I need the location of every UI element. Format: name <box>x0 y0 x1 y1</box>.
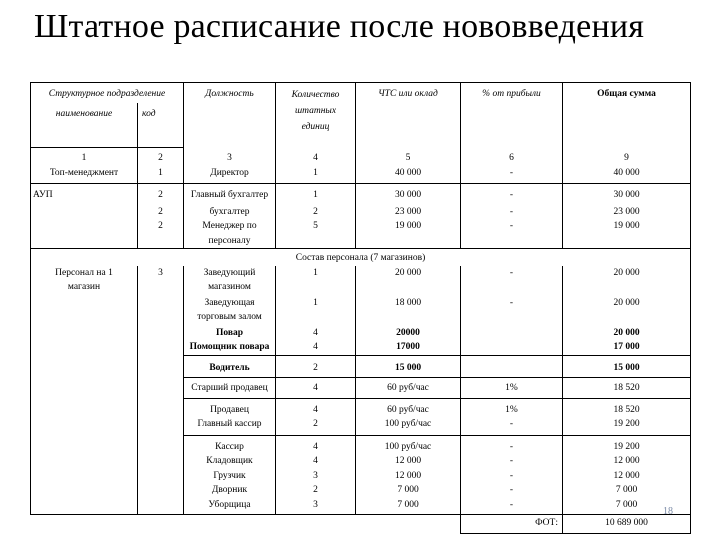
total: 19 200 <box>563 417 691 435</box>
profit <box>461 325 563 341</box>
total: 18 520 <box>563 378 691 399</box>
section-heading-row <box>31 249 691 266</box>
salary: 60 руб/час <box>356 398 461 417</box>
salary: 100 руб/час <box>356 417 461 435</box>
fot-value: 10 689 000 <box>563 515 691 534</box>
total: 7 000 <box>563 483 691 498</box>
colnum: 4 <box>276 148 356 166</box>
salary: 100 руб/час <box>356 435 461 454</box>
profit: 1% <box>461 398 563 417</box>
table-row-top-management <box>31 166 691 184</box>
count: 4 <box>276 378 356 399</box>
count: 3 <box>276 498 356 515</box>
total: 15 000 <box>563 355 691 378</box>
page-title: Штатное расписание после нововведения <box>34 8 645 45</box>
position: Уборщица <box>184 498 276 515</box>
salary: 18 000 <box>356 295 461 325</box>
profit: - <box>461 295 563 325</box>
unit-code: 2 <box>138 203 184 220</box>
staff-heading: Состав персонала (7 магазинов) <box>31 249 691 266</box>
total: 17 000 <box>563 340 691 355</box>
total: 7 000 <box>563 498 691 515</box>
profit: - <box>461 498 563 515</box>
count: 4 <box>276 340 356 355</box>
header-profit: % от прибыли <box>461 83 563 148</box>
salary: 20 000 <box>356 266 461 295</box>
count: 1 <box>276 295 356 325</box>
table-row <box>31 266 691 295</box>
position: Менеджер по персоналу <box>184 219 276 249</box>
count: 4 <box>276 454 356 469</box>
header-code: код <box>138 103 184 148</box>
salary: 23 000 <box>356 203 461 220</box>
count: 4 <box>276 325 356 341</box>
profit: - <box>461 435 563 454</box>
count: 2 <box>276 355 356 378</box>
position: Кладовщик <box>184 454 276 469</box>
column-numbers-row <box>31 148 691 166</box>
salary: 20000 <box>356 325 461 341</box>
total: 20 000 <box>563 266 691 295</box>
profit <box>461 355 563 378</box>
staff-schedule-table <box>30 82 691 534</box>
unit-code: 2 <box>138 184 184 203</box>
colnum: 9 <box>563 148 691 166</box>
header-count: Количество штатных единиц <box>276 83 356 148</box>
count: 1 <box>276 266 356 295</box>
profit: - <box>461 483 563 498</box>
total: 40 000 <box>563 166 691 184</box>
header-total: Общая сумма <box>563 83 691 148</box>
fot-row <box>31 515 691 534</box>
position: Водитель <box>184 355 276 378</box>
total: 20 000 <box>563 325 691 341</box>
salary: 30 000 <box>356 184 461 203</box>
position: Главный кассир <box>184 417 276 435</box>
total: 30 000 <box>563 184 691 203</box>
count: 1 <box>276 166 356 184</box>
colnum: 5 <box>356 148 461 166</box>
total: 23 000 <box>563 203 691 220</box>
page-number: 18 <box>663 506 673 517</box>
salary: 40 000 <box>356 166 461 184</box>
total: 19 200 <box>563 435 691 454</box>
unit-code: 2 <box>138 219 184 249</box>
position: Кассир <box>184 435 276 454</box>
fot-label: ФОТ: <box>461 515 563 534</box>
position: Заведующая торговым залом <box>184 295 276 325</box>
header-salary: ЧТС или оклад <box>356 83 461 148</box>
header-name: наименование <box>31 103 138 148</box>
position: Старший продавец <box>184 378 276 399</box>
position: Грузчик <box>184 469 276 484</box>
profit <box>461 340 563 355</box>
count: 5 <box>276 219 356 249</box>
salary: 7 000 <box>356 498 461 515</box>
colnum: 2 <box>138 148 184 166</box>
total: 20 000 <box>563 295 691 325</box>
count: 4 <box>276 398 356 417</box>
profit: - <box>461 219 563 249</box>
colnum: 6 <box>461 148 563 166</box>
profit: - <box>461 266 563 295</box>
salary: 12 000 <box>356 469 461 484</box>
salary: 7 000 <box>356 483 461 498</box>
position: Дворник <box>184 483 276 498</box>
position: Заведующий магазином <box>184 266 276 295</box>
salary: 17000 <box>356 340 461 355</box>
position: бухгалтер <box>184 203 276 220</box>
profit: - <box>461 417 563 435</box>
profit: 1% <box>461 378 563 399</box>
position: Продавец <box>184 398 276 417</box>
position: Директор <box>184 166 276 184</box>
colnum: 3 <box>184 148 276 166</box>
profit: - <box>461 469 563 484</box>
profit: - <box>461 203 563 220</box>
total: 18 520 <box>563 398 691 417</box>
profit: - <box>461 184 563 203</box>
salary: 15 000 <box>356 355 461 378</box>
position: Главный бухгалтер <box>184 184 276 203</box>
unit-name: Топ-менеджмент <box>31 166 138 184</box>
salary: 12 000 <box>356 454 461 469</box>
unit-name: Персонал на 1 магазин <box>31 266 138 515</box>
total: 12 000 <box>563 454 691 469</box>
header-row <box>31 83 691 104</box>
count: 2 <box>276 483 356 498</box>
salary: 60 руб/час <box>356 378 461 399</box>
colnum: 1 <box>31 148 138 166</box>
profit: - <box>461 166 563 184</box>
total: 19 000 <box>563 219 691 249</box>
unit-name: АУП <box>31 184 138 249</box>
header-struct: Структурное подразделение <box>31 83 184 104</box>
count: 3 <box>276 469 356 484</box>
header-position: Должность <box>184 83 276 148</box>
count: 1 <box>276 184 356 203</box>
count: 2 <box>276 203 356 220</box>
profit: - <box>461 454 563 469</box>
count: 4 <box>276 435 356 454</box>
unit-code: 3 <box>138 266 184 515</box>
position: Повар <box>184 325 276 341</box>
total: 12 000 <box>563 469 691 484</box>
position: Помощник повара <box>184 340 276 355</box>
unit-code: 1 <box>138 166 184 184</box>
salary: 19 000 <box>356 219 461 249</box>
count: 2 <box>276 417 356 435</box>
table-row <box>31 184 691 203</box>
